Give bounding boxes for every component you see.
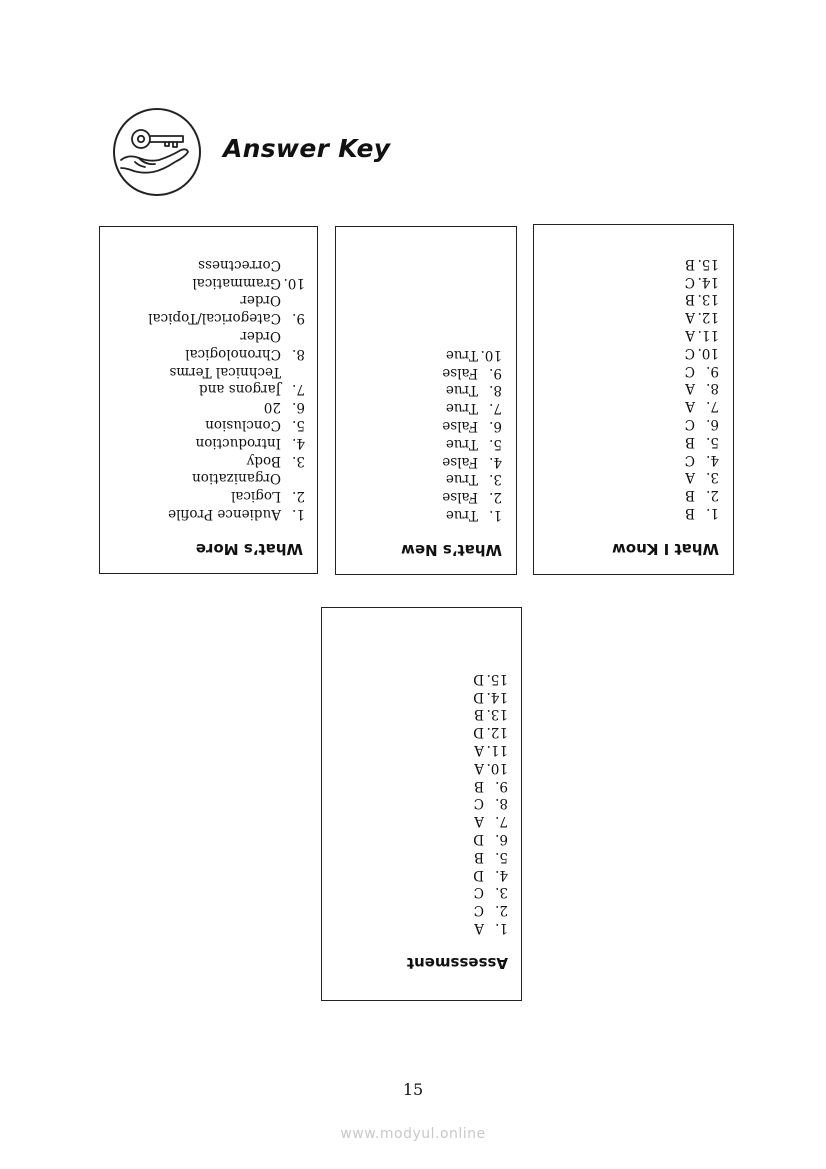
- answer-item: [685, 254, 719, 272]
- answer-number: 8.: [706, 380, 719, 397]
- answer-text: C: [684, 344, 695, 361]
- answer-item: [685, 450, 719, 468]
- answer-item: [442, 398, 502, 416]
- answer-item: [442, 381, 502, 399]
- answer-item: [148, 308, 305, 326]
- answer-text: B: [685, 433, 695, 450]
- answer-text: A: [685, 380, 695, 397]
- answer-text: Body: [246, 452, 281, 469]
- answer-text: C: [684, 273, 695, 290]
- answer-item: [685, 432, 719, 450]
- answer-number: 6.: [292, 399, 305, 416]
- assessment-box: [321, 607, 522, 1001]
- answer-number: 15.: [486, 670, 508, 687]
- answer-item: [148, 273, 305, 291]
- what-i-know-box: [533, 224, 734, 575]
- answer-number: 10.: [486, 759, 508, 776]
- answer-text: False: [442, 489, 478, 506]
- answer-number: 5.: [489, 435, 502, 452]
- answer-text: Logical: [231, 488, 281, 505]
- answer-text: Conclusion: [205, 417, 281, 434]
- answer-item: [148, 451, 305, 469]
- answer-text: True: [445, 435, 478, 452]
- answer-number: 9.: [292, 310, 305, 327]
- answer-number: 3.: [495, 884, 508, 901]
- answer-text: Organization: [192, 470, 281, 487]
- answer-item: [685, 396, 719, 414]
- answer-number: 7.: [292, 381, 305, 398]
- answer-item: [685, 343, 719, 361]
- answer-item: [473, 794, 508, 812]
- answer-text: B: [474, 777, 484, 794]
- answer-item: [685, 485, 719, 503]
- answer-item: [473, 811, 508, 829]
- what-i-know-answer-list: [685, 254, 719, 521]
- answer-text: D: [473, 670, 484, 687]
- answer-number: 3.: [292, 452, 305, 469]
- answer-item: [148, 326, 305, 344]
- answer-text: Order: [240, 292, 281, 309]
- answer-number: 14.: [486, 688, 508, 705]
- answer-text: Categorical/Topical: [148, 310, 281, 327]
- answer-text: C: [684, 362, 695, 379]
- answer-number: 5.: [292, 417, 305, 434]
- answer-text: A: [474, 813, 484, 830]
- answer-number: 14.: [697, 273, 719, 290]
- answer-text: A: [685, 469, 695, 486]
- answer-number: 2.: [495, 902, 508, 919]
- answer-text: True: [445, 400, 478, 417]
- answer-number: 4.: [489, 453, 502, 470]
- answer-text: Chronological: [185, 345, 281, 362]
- answer-number: 2.: [706, 487, 719, 504]
- answer-number: 4.: [706, 451, 719, 468]
- answer-number: 6.: [495, 831, 508, 848]
- answer-text: C: [473, 795, 484, 812]
- answer-item: [473, 669, 508, 687]
- answer-number: 8.: [495, 795, 508, 812]
- answer-item: [148, 255, 305, 273]
- answer-number: 15.: [697, 255, 719, 272]
- answer-number: 5.: [495, 848, 508, 865]
- whats-more-heading: What’s More: [195, 540, 303, 558]
- answer-item: [685, 414, 719, 432]
- answer-text: B: [685, 255, 695, 272]
- assessment-heading: Assessment: [406, 954, 508, 972]
- answer-item: [148, 344, 305, 362]
- answer-number: 9.: [495, 777, 508, 794]
- answer-text: True: [445, 507, 478, 523]
- answer-number: 7.: [706, 398, 719, 415]
- answer-text: 20: [263, 399, 281, 416]
- answer-item: [473, 740, 508, 758]
- answer-item: [442, 363, 502, 381]
- answer-text: C: [473, 884, 484, 901]
- answer-number: 11.: [486, 742, 508, 759]
- answer-item: [685, 379, 719, 397]
- answer-text: B: [685, 505, 695, 521]
- answer-item: [473, 776, 508, 794]
- answer-item: [148, 380, 305, 398]
- answer-number: 8.: [489, 382, 502, 399]
- answer-text: False: [442, 453, 478, 470]
- answer-item: [473, 918, 508, 936]
- answer-text: A: [685, 398, 695, 415]
- answer-item: [148, 362, 305, 380]
- whats-new-heading: What’s New: [401, 541, 502, 559]
- answer-item: [473, 705, 508, 723]
- answer-text: C: [684, 416, 695, 433]
- answer-text: True: [445, 382, 478, 399]
- page-number: 15: [402, 1080, 424, 1099]
- answer-item: [148, 291, 305, 309]
- answer-text: False: [442, 364, 478, 381]
- answer-text: B: [685, 291, 695, 308]
- answer-item: [473, 687, 508, 705]
- answer-item: [442, 452, 502, 470]
- watermark: www.modyul.online: [340, 1126, 486, 1142]
- answer-number: 12.: [486, 724, 508, 741]
- answer-item: [685, 503, 719, 521]
- answer-text: A: [474, 759, 484, 776]
- answer-item: [473, 883, 508, 901]
- answer-item: [685, 290, 719, 308]
- answer-item: [473, 758, 508, 776]
- answer-item: [473, 722, 508, 740]
- answer-text: C: [473, 902, 484, 919]
- answer-item: [442, 505, 502, 523]
- key-in-hand-icon-graphic: [115, 110, 199, 194]
- assessment-answer-list: [473, 669, 508, 936]
- what-i-know-heading: What I Know: [611, 540, 719, 558]
- answer-number: 5.: [706, 433, 719, 450]
- answer-text: Correctness: [198, 256, 281, 273]
- answer-number: 8.: [292, 345, 305, 362]
- answer-number: 10.: [697, 344, 719, 361]
- answer-number: 12.: [697, 309, 719, 326]
- answer-item: [442, 434, 502, 452]
- answer-text: D: [473, 724, 484, 741]
- answer-text: Audience Profile: [168, 506, 281, 522]
- answer-text: Order: [240, 328, 281, 345]
- answer-text: True: [445, 346, 478, 363]
- answer-item: [685, 361, 719, 379]
- answer-text: Technical Terms: [169, 363, 281, 380]
- answer-text: A: [474, 920, 484, 936]
- answer-number: 7.: [495, 813, 508, 830]
- whats-more-box: [99, 226, 318, 574]
- answer-number: 13.: [486, 706, 508, 723]
- key-in-hand-icon: [113, 108, 201, 196]
- answer-number: 10.: [283, 274, 305, 291]
- answer-item: [148, 504, 305, 522]
- answer-number: 1.: [292, 506, 305, 522]
- answer-number: 6.: [489, 418, 502, 435]
- answer-text: C: [684, 451, 695, 468]
- answer-number: 4.: [292, 434, 305, 451]
- answer-text: Introduction: [195, 434, 281, 451]
- answer-item: [148, 469, 305, 487]
- answer-text: A: [474, 742, 484, 759]
- answer-number: 9.: [706, 362, 719, 379]
- answer-text: B: [474, 848, 484, 865]
- answer-item: [442, 487, 502, 505]
- answer-number: 13.: [697, 291, 719, 308]
- answer-number: 7.: [489, 400, 502, 417]
- answer-item: [473, 829, 508, 847]
- answer-text: D: [473, 831, 484, 848]
- answer-item: [148, 433, 305, 451]
- answer-item: [685, 325, 719, 343]
- answer-item: [685, 307, 719, 325]
- whats-new-answer-list: [442, 345, 502, 523]
- answer-item: [473, 900, 508, 918]
- answer-number: 4.: [495, 866, 508, 883]
- answer-number: 1.: [489, 507, 502, 523]
- answer-item: [148, 397, 305, 415]
- answer-number: 11.: [697, 327, 719, 344]
- answer-number: 9.: [489, 364, 502, 381]
- answer-number: 6.: [706, 416, 719, 433]
- answer-number: 10.: [480, 346, 502, 363]
- whats-more-answer-list: [148, 255, 305, 522]
- answer-text: D: [473, 688, 484, 705]
- answer-item: [685, 272, 719, 290]
- answer-text: D: [473, 866, 484, 883]
- answer-number: 2.: [292, 488, 305, 505]
- answer-item: [442, 345, 502, 363]
- answer-text: A: [685, 327, 695, 344]
- answer-item: [442, 416, 502, 434]
- answer-item: [442, 470, 502, 488]
- answer-number: 3.: [706, 469, 719, 486]
- answer-item: [148, 486, 305, 504]
- answer-item: [148, 415, 305, 433]
- answer-text: Grammatical: [192, 274, 281, 291]
- answer-item: [473, 847, 508, 865]
- answer-text: False: [442, 418, 478, 435]
- answer-text: A: [685, 309, 695, 326]
- answer-text: Jargons and: [199, 381, 281, 398]
- answer-number: 1.: [706, 505, 719, 521]
- answer-item: [473, 865, 508, 883]
- answer-text: B: [685, 487, 695, 504]
- answer-number: 3.: [489, 471, 502, 488]
- whats-new-box: [335, 226, 517, 575]
- answer-text: B: [474, 706, 484, 723]
- answer-number: 1.: [495, 920, 508, 936]
- answer-item: [685, 468, 719, 486]
- page-title: Answer Key: [223, 134, 391, 163]
- answer-text: True: [445, 471, 478, 488]
- answer-number: 2.: [489, 489, 502, 506]
